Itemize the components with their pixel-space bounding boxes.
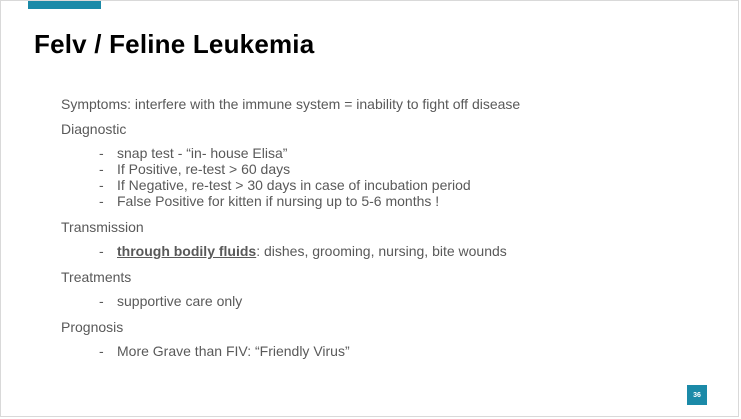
slide-title: Felv / Feline Leukemia (34, 29, 315, 59)
list-item (61, 243, 701, 259)
list-item (61, 293, 701, 309)
prognosis-list (61, 343, 701, 359)
transmission-heading: Transmission (61, 219, 144, 235)
list-item (61, 145, 701, 161)
diagnostic-list (61, 145, 701, 209)
bullet-text: supportive care only (117, 293, 243, 309)
bullet-dash: - (99, 161, 104, 177)
treatments-list (61, 293, 701, 309)
diagnostic-heading: Diagnostic (61, 121, 127, 137)
bullet-text: If Positive, re-test > 60 days (117, 161, 291, 177)
prognosis-heading: Prognosis (61, 319, 124, 335)
slide-body (61, 95, 701, 368)
list-item (61, 177, 701, 193)
list-item (61, 343, 701, 359)
treatments-heading: Treatments (61, 269, 132, 285)
list-item (61, 193, 701, 209)
bullet-dash: - (99, 177, 104, 193)
page-number-badge: 36 (687, 385, 707, 405)
transmission-emphasis: through bodily fluids (117, 243, 257, 259)
transmission-rest: : dishes, grooming, nursing, bite wounds (256, 243, 507, 259)
transmission-list (61, 243, 701, 259)
bullet-dash: - (99, 293, 104, 309)
list-item (61, 161, 701, 177)
bullet-text: More Grave than FIV: “Friendly Virus” (117, 343, 350, 359)
symptoms-line: Symptoms: interfere with the immune system = inability to fight off disease (61, 96, 521, 112)
bullet-text: snap test - “in- house Elisa” (117, 145, 288, 161)
bullet-text: If Negative, re-test > 30 days in case of incubation period (117, 177, 471, 193)
bullet-dash: - (99, 193, 104, 209)
bullet-text: False Positive for kitten if nursing up to 5-6 months ! (117, 193, 440, 209)
bullet-dash: - (99, 243, 104, 259)
accent-bar (28, 1, 101, 9)
bullet-dash: - (99, 343, 104, 359)
bullet-dash: - (99, 145, 104, 161)
